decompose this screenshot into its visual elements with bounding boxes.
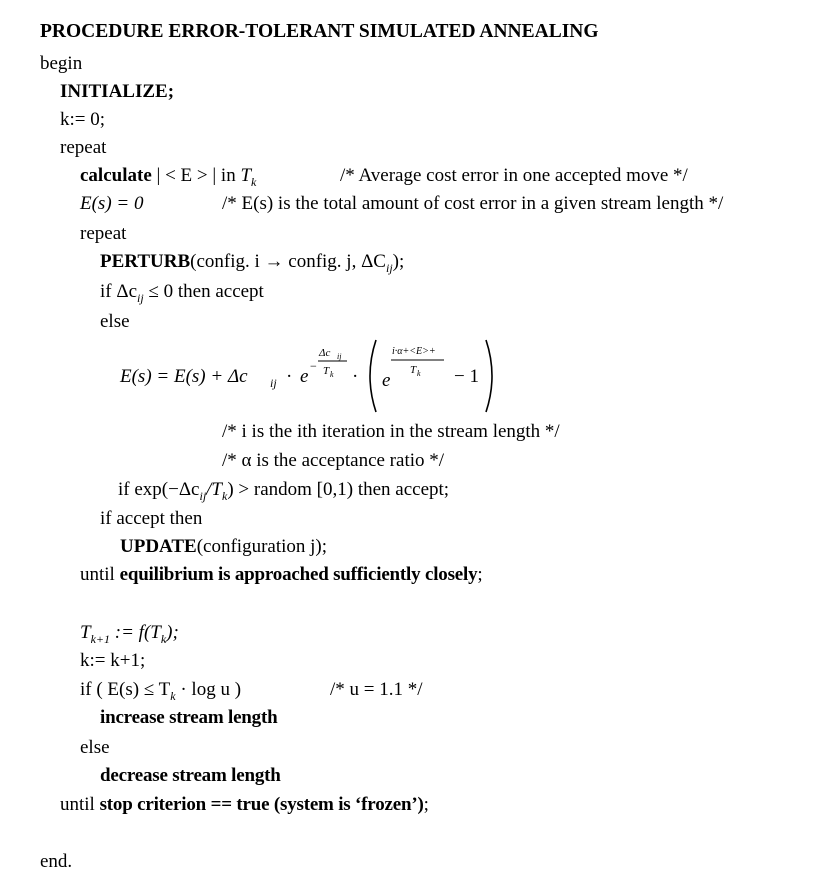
until-outer-end: ; [423,794,429,815]
line-if-accept: if accept then [100,508,203,529]
eq-exp-num-sub: ij [337,352,342,361]
tk1-mid: := f(T [110,622,161,643]
comment-average-cost: /* Average cost error in one accepted move */ [340,165,688,186]
eq-minus-one: − 1 [454,366,479,387]
eq-exp-num: Δc [319,347,331,359]
perturb-end: ); [392,251,405,272]
if-exp-text: if exp(−Δc [118,479,200,500]
comment-alpha: /* α is the acceptance ratio */ [222,450,445,471]
line-tk1 [80,623,179,645]
eq-e: e [300,366,309,387]
if-es-rest: · log u ) [175,679,242,700]
line-if-es [80,680,241,702]
tk1-lhs: T [80,622,91,643]
update-keyword: UPDATE [120,536,197,557]
if-delta-rest: ≤ 0 then accept [143,281,264,302]
energy-update-equation [118,336,498,416]
line-if-delta [100,282,264,304]
line-k-increment: k:= k+1; [80,650,146,671]
eq-exp-den: T [323,365,330,377]
line-end: end. [40,851,73,872]
until-outer-keyword: until [60,794,100,815]
eq-inner-den-sub: k [417,369,421,378]
eq-inner-e: e [382,370,391,391]
comment-i-iteration: /* i is the ith iteration in the stream length */ [222,421,560,442]
eq-lhs: E(s) = E(s) + Δc [120,366,248,387]
line-perturb [100,252,404,274]
eq-right-paren [486,340,492,412]
comment-u-value: /* u = 1.1 */ [330,679,423,700]
calculate-tk-sub: k [251,174,257,189]
tk1-end: ); [166,622,179,643]
eq-exp-minus: − [310,359,317,373]
line-initialize: INITIALIZE; [60,81,175,102]
line-repeat-outer: repeat [60,137,107,158]
perturb-args: (config. i → config. j, ΔC [190,251,386,272]
line-begin: begin [40,53,83,74]
calculate-expression: | < E > | in [151,165,241,186]
until-inner-end: ; [477,564,483,585]
if-exp-sub: ij [199,488,207,503]
line-increase: increase stream length [100,707,278,728]
if-delta-text: if Δc [100,281,138,302]
line-until-inner [80,565,483,584]
if-es-text: if ( E(s) ≤ T [80,679,171,700]
perturb-keyword: PERTURB [100,251,191,272]
line-k-init: k:= 0; [60,109,106,130]
calculate-tk: T [240,165,252,186]
line-until-outer [60,795,429,814]
if-exp-rest: ) > random [0,1) then accept; [227,479,450,500]
if-exp-mid: /T [206,479,223,500]
eq-inner-num: i·α+<E>+ [392,346,436,357]
eq-inner-den: T [410,364,417,376]
tk1-sub2: k [160,631,167,646]
eq-dot: · [286,366,293,387]
eq-dot-2: · [352,366,359,387]
line-es-init: E(s) = 0 [80,193,144,214]
if-exp-sub2: k [222,488,228,503]
eq-exp-den-sub: k [330,370,334,379]
comment-es-total: /* E(s) is the total amount of cost error in a given stream length */ [222,193,724,214]
until-outer-condition: stop criterion == true (system is ‘frozen’) [99,794,424,815]
line-if-exp [118,480,449,502]
eq-left-paren [370,340,376,412]
line-else-2: else [80,737,110,758]
eq-lhs-sub: ij [270,376,277,390]
until-inner-condition: equilibrium is approached sufficiently closely [119,564,478,585]
if-delta-sub: ij [137,290,144,305]
procedure-title: PROCEDURE ERROR-TOLERANT SIMULATED ANNEALING [40,21,599,42]
perturb-sub: ij [385,260,393,275]
line-else-1: else [100,311,130,332]
line-repeat-inner: repeat [80,223,127,244]
calculate-keyword: calculate [80,165,152,186]
update-args: (configuration j); [196,536,328,557]
line-decrease: decrease stream length [100,765,281,786]
if-es-sub: k [170,688,176,703]
until-inner-keyword: until [80,564,120,585]
line-calculate [80,166,256,188]
line-update [120,537,327,556]
tk1-sub: k+1 [90,631,111,646]
